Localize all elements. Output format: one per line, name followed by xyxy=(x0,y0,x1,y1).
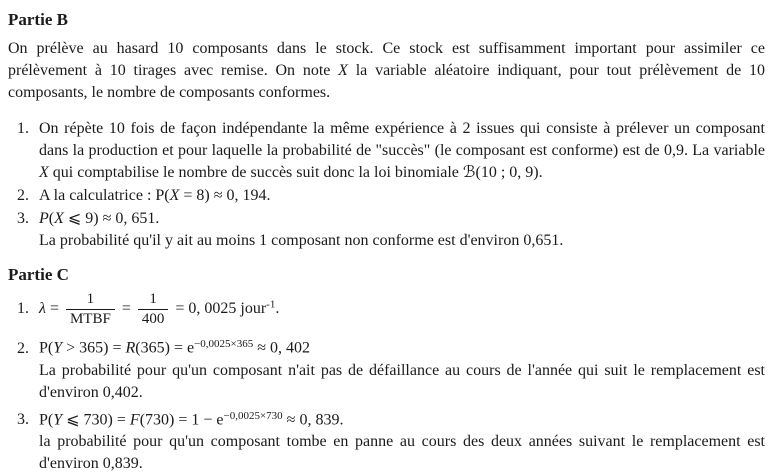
intro-text-1: On prélève au hasard 10 composants dans le stock. Ce stock est suffisamment important pour assimiler ce prélèvement à 10 tirages avec remise. On note xyxy=(8,40,765,79)
math-var-x: X xyxy=(338,62,348,79)
math-text-2: ⩽ 730) = xyxy=(62,411,130,428)
fraction-numerator: 1 xyxy=(66,291,115,310)
list-item-b2 xyxy=(8,185,765,207)
math-result: = 0, 0025 jour xyxy=(171,300,267,318)
math-text-3: (730) = 1 − e xyxy=(139,411,224,428)
exponent: -1 xyxy=(266,298,276,311)
list-item-b1 xyxy=(8,118,765,184)
math-var-p: P xyxy=(39,210,49,227)
list-item-c2 xyxy=(8,333,765,404)
exponent: −0,0025×730 xyxy=(223,409,283,422)
math-equals-1: = xyxy=(45,300,63,318)
math-text-1: = 8) ≈ 0, 194. xyxy=(179,187,271,204)
math-var-f: F xyxy=(129,411,140,428)
math-text-2: ⩽ 9) ≈ 0, 651. xyxy=(63,210,160,227)
math-var-x: X xyxy=(54,210,64,227)
partie-b-heading: Partie B xyxy=(8,10,68,29)
exponent: −0,0025×365 xyxy=(194,338,254,350)
item-explanation: La probabilité qu'il y ait au moins 1 composant non conforme est d'environ 0,651. xyxy=(39,232,564,249)
partie-b-intro xyxy=(8,38,765,104)
math-var-y: Y xyxy=(53,339,63,357)
math-text-4: ≈ 0, 402 xyxy=(253,339,311,357)
item-number: 2. xyxy=(17,339,29,357)
item-text-1: On répète 10 fois de façon indépendante la même expérience à 2 issues qui consiste à prélever un composant dans la production et pour laquelle la probabilité de "succès" (le composant est conforme) est de 0,9. La variable xyxy=(39,120,765,159)
fraction-denominator: 400 xyxy=(141,311,165,327)
item-text-1: A la calculatrice : P( xyxy=(39,187,170,204)
math-period: . xyxy=(275,300,280,318)
item-explanation: La probabilité pour qu'un composant n'ait pas de défaillance au cours de l'année qui suit le remplacement est d'environ 0,402. xyxy=(39,361,765,401)
script-b-symbol: ℬ xyxy=(462,164,476,181)
math-text-4: ≈ 0, 839. xyxy=(282,411,344,428)
item-text-2: qui comptabilise le nombre de succès suit donc la loi binomiale xyxy=(48,164,463,181)
math-var-lambda: λ xyxy=(39,300,46,318)
math-var-x: X xyxy=(169,187,180,204)
item-number: 1. xyxy=(17,300,29,318)
list-item-b3 xyxy=(8,208,765,252)
item-explanation: la probabilité pour qu'un composant tombe en panne au cours des deux années suivant le remplacement est d'environ 0,839. xyxy=(39,433,765,472)
fraction-400 xyxy=(138,291,169,328)
item-text-3: (10 ; 0, 9). xyxy=(475,164,543,181)
math-var-x: X xyxy=(39,164,49,181)
item-number: 3. xyxy=(17,411,29,428)
math-text-1: ( xyxy=(48,210,55,227)
list-item-c3 xyxy=(8,405,765,475)
partie-c-heading: Partie C xyxy=(8,265,69,284)
partie-b-list xyxy=(8,118,765,252)
math-text-2: > 365) = xyxy=(62,339,126,357)
math-var-r: R xyxy=(125,339,136,357)
partie-c-list xyxy=(8,291,765,475)
item-number: 3. xyxy=(17,210,29,227)
fraction-mtbf xyxy=(66,291,115,328)
math-text-3: (365) = e xyxy=(135,339,195,357)
math-var-y: Y xyxy=(53,411,63,428)
item-number: 2. xyxy=(17,187,29,204)
math-text-1: P( xyxy=(39,411,54,428)
math-text-1: P( xyxy=(39,339,54,357)
item-number: 1. xyxy=(17,120,29,137)
math-equals-2: = xyxy=(117,300,135,318)
intro-text-2: la variable aléatoire indiquant, pour tout prélèvement de 10 composants, le nombre de composants conformes. xyxy=(8,62,766,101)
list-item-c1 xyxy=(8,291,765,328)
fraction-denominator: MTBF xyxy=(69,311,111,327)
fraction-numerator: 1 xyxy=(138,291,169,310)
